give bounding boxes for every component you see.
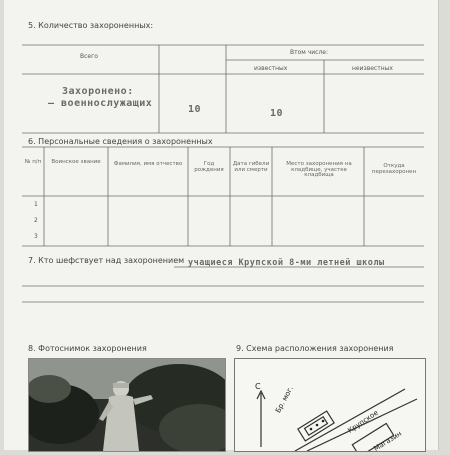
north-label: С <box>255 382 261 391</box>
header-name: Фамилия, имя отчество <box>113 161 183 167</box>
location-scheme <box>234 358 426 452</box>
memorial-photo-image <box>29 359 225 451</box>
known-value: 10 <box>270 108 284 119</box>
header-number: № п/п <box>24 159 42 165</box>
header-reburied-from: Откуда перезахоронен <box>371 163 417 175</box>
section7-label: 7. Кто шефствует над захоронением <box>28 256 185 265</box>
header-rank: Воинское звание <box>51 159 101 165</box>
typed-buried-label: Захоронено: <box>62 86 134 97</box>
row-number-2: 2 <box>34 217 38 224</box>
row-number-1: 1 <box>34 201 38 208</box>
document-sheet <box>4 0 439 453</box>
header-birth-year: Год рождения <box>194 161 224 173</box>
road-label: Крупское <box>346 408 380 435</box>
header-death-date: Дата гибели или смерти <box>232 161 270 173</box>
grave-label: Бр. мог. <box>274 384 295 415</box>
section9-title: 9. Схема расположения захоронения <box>236 344 394 353</box>
section5-title: 5. Количество захороненных: <box>28 21 154 30</box>
section6-title: 6. Персональные сведения о захороненных <box>28 137 213 146</box>
row-number-3: 3 <box>34 233 38 240</box>
typed-military-label: – военнослужащих <box>48 98 153 109</box>
section8-title: 8. Фотоснимок захоронения <box>28 344 147 353</box>
patron-value: учащиеся Крупской 8-ми летней школы <box>188 258 385 268</box>
shop-label: Магазин <box>372 429 404 453</box>
header-burial-place: Место захоронения на кладбище, участке кладбища <box>286 161 352 178</box>
total-value: 10 <box>188 104 202 115</box>
memorial-photo <box>28 358 226 452</box>
col-total-header: Всего <box>80 53 98 60</box>
col-known-header: известных <box>254 65 288 72</box>
col-including-header: Втом числе: <box>290 49 329 56</box>
col-unknown-header: неизвестных <box>352 65 393 72</box>
